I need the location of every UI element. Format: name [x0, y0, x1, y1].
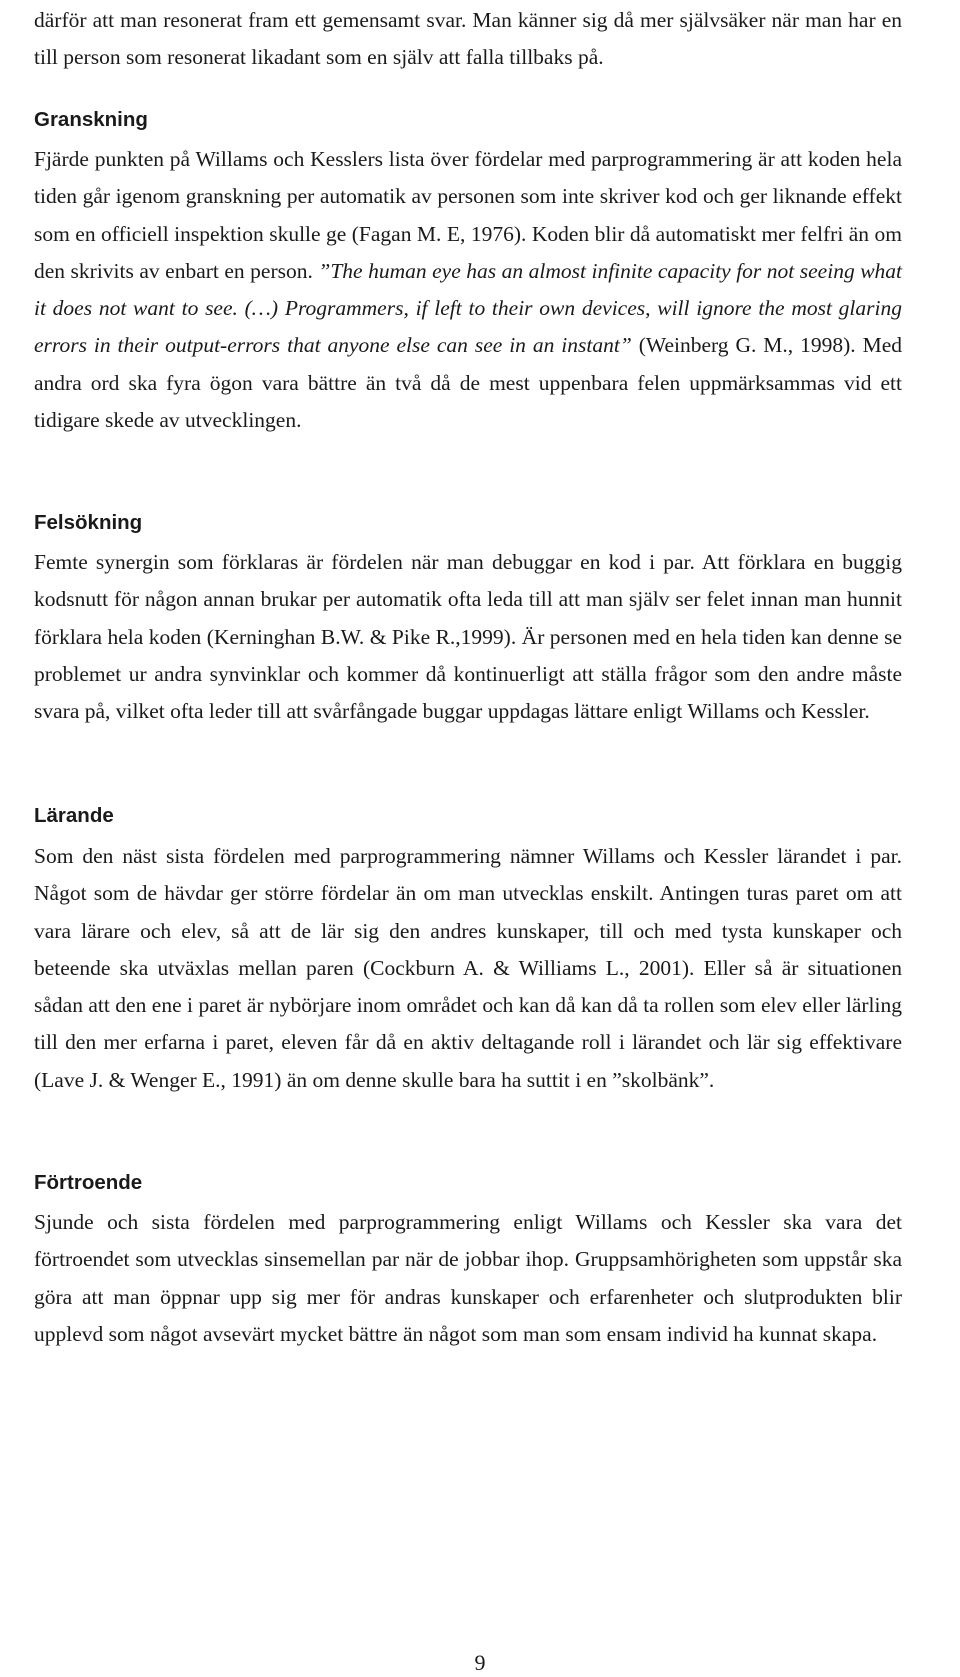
heading-larande: Lärande — [34, 804, 114, 827]
paragraph-larande: Som den näst sista fördelen med parprogrammering nämner Willams och Kessler lärandet i par. Något som de hävdar ger större fördelar än om man utvecklas enskilt. Antingen turas paret om att vara lärare och elev, så att de lär sig den andres kunskaper, till och med tysta kunskaper och beteende ska utväxlas mellan paren (Cockburn A. & Williams L., 2001). Eller så är situationen sådan att den ene i paret är nybörjare inom området och kan då kan då ta rollen som elev eller lärling till den mer erfarna i paret, eleven får då en aktiv deltagande roll i lärandet och lär sig effektivare (Lave J. & Wenger E., 1991) än om denne skulle bara ha suttit i en ”skolbänk”. — [34, 844, 902, 1092]
heading-felsokning: Felsökning — [34, 511, 143, 534]
heading-granskning: Granskning — [34, 108, 148, 131]
paragraph-felsokning: Femte synergin som förklaras är fördelen när man debuggar en kod i par. Att förklara en buggig kodsnutt för någon annan brukar per automatik ofta leda till att man själv ser felet innan man hunnit förklara hela koden (Kerninghan B.W. & Pike R.,1999). Är personen med en hela tiden kan denne se problemet ur andra synvinklar och kommer då kontinuerligt att ställa frågor som den andre måste svara på, vilket ofta leder till att svårfångade buggar uppdagas lättare enligt Willams och Kessler. — [34, 550, 902, 724]
granskning-text-after: (Weinberg G. M., 1998). Med andra ord ska fyra ögon vara bättre än två då de mest uppenbara felen uppmärksammas vid ett tidigare skede av utvecklingen. — [34, 333, 902, 433]
heading-fortroende: Förtroende — [34, 1171, 143, 1194]
page-number: 9 — [474, 1650, 486, 1675]
intro-paragraph: därför att man resonerat fram ett gemensamt svar. Man känner sig då mer självsäker när man har en till person som resonerat likadant som en själv att falla tillbaks på. — [34, 8, 902, 70]
paragraph-granskning — [34, 141, 902, 439]
granskning-text: Fjärde punkten på Willams och Kesslers lista över fördelar med parprogrammering är att koden hela tiden går igenom granskning per automatik av personen som inte skriver kod och ger liknande effekt som en officiell inspektion skulle ge (Fagan M. E, 1976). Koden blir då automatiskt mer felfri än om den skrivits av enbart en person. — [34, 147, 902, 283]
paragraph-fortroende: Sjunde och sista fördelen med parprogrammering enligt Willams och Kessler ska vara det förtroendet som utvecklas sinsemellan par när de jobbar ihop. Gruppsamhörigheten som uppstår ska göra att man öppnar upp sig mer för andras kunskaper och erfarenheter och slutprodukten blir upplevd som något avsevärt mycket bättre än något som man som ensam individ ha kunnat skapa. — [34, 1210, 902, 1346]
weinberg-quote: ”The human eye has an almost infinite capacity for not seeing what it does not want to see. (…) Programmers, if left to their own devices, will ignore the most glaring errors in their output-errors that anyone else can see in an instant” — [34, 258, 903, 358]
